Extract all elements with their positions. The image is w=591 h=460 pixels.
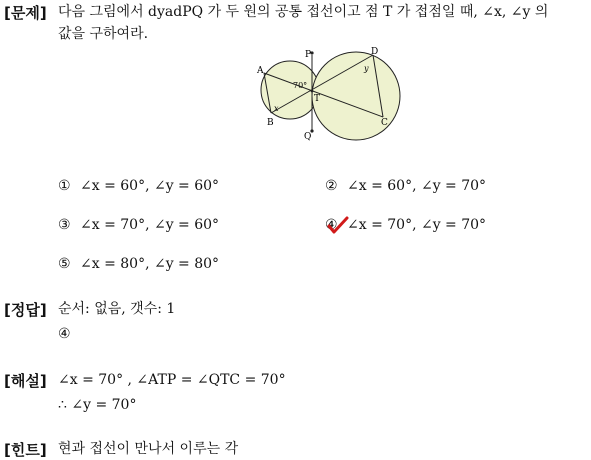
problem-text-line1: 다음 그림에서 dyadPQ 가 두 원의 공통 접선이고 점 T 가 접점일 때, ∠x, ∠y 의: [58, 4, 549, 20]
option-5[interactable]: [58, 256, 219, 272]
option-5-number: ⑤: [58, 256, 71, 272]
hint-tag: [힌트]: [4, 441, 47, 459]
label-angle-70: 70°: [293, 81, 308, 90]
point-t-dot: [311, 90, 314, 93]
label-d: D: [371, 47, 379, 57]
option-2[interactable]: [325, 178, 486, 194]
label-a: A: [257, 66, 264, 76]
option-1[interactable]: [58, 178, 219, 194]
geometry-figure: [255, 45, 405, 145]
problem-text-line2: 값을 구하여라.: [58, 26, 149, 42]
label-q: Q: [304, 132, 312, 142]
option-1-text: ∠x = 60°, ∠y = 60°: [80, 178, 220, 194]
label-c: C: [381, 118, 388, 128]
answer-text-line2: ④: [58, 326, 71, 342]
option-4[interactable]: [325, 217, 486, 233]
option-1-number: ①: [58, 178, 71, 194]
label-p: P: [305, 50, 312, 60]
option-3[interactable]: [58, 217, 219, 233]
option-4-text: ∠x = 70°, ∠y = 70°: [347, 217, 487, 233]
explanation-text-line1: ∠x = 70° , ∠ATP = ∠QTC = 70°: [58, 372, 286, 388]
label-y: y: [364, 64, 369, 73]
label-b: B: [267, 118, 274, 128]
option-2-number: ②: [325, 178, 338, 194]
explanation-text-line2: ∴ ∠y = 70°: [58, 397, 137, 413]
problem-tag: [문제]: [4, 4, 47, 22]
option-4-number: ④: [325, 217, 338, 233]
explanation-tag: [해설]: [4, 372, 47, 390]
option-2-text: ∠x = 60°, ∠y = 70°: [347, 178, 487, 194]
answer-tag: [정답]: [4, 301, 47, 319]
label-x: x: [274, 104, 279, 113]
option-3-number: ③: [58, 217, 71, 233]
label-t: T: [314, 94, 321, 104]
hint-text-line1: 현과 접선이 만나서 이루는 각: [58, 441, 239, 457]
checkmark-icon: [327, 216, 349, 234]
option-3-text: ∠x = 70°, ∠y = 60°: [80, 217, 220, 233]
answer-text-line1: 순서: 없음, 갯수: 1: [58, 301, 176, 317]
option-5-text: ∠x = 80°, ∠y = 80°: [80, 256, 220, 272]
